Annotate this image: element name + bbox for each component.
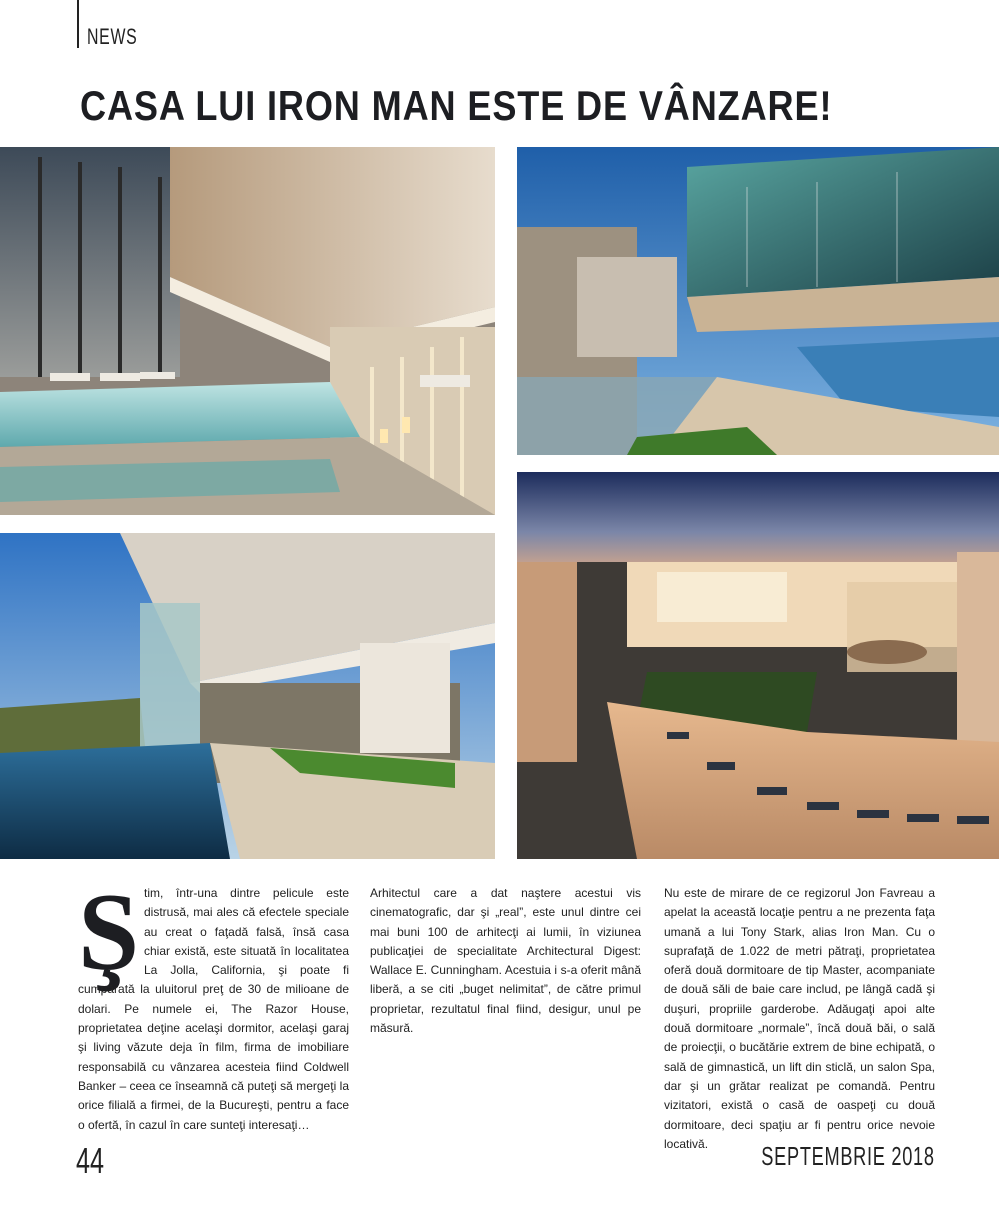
paragraph-1: tim, într-una dintre pelicule este distrusă, mai ales că efectele speciale au creat o faţadă falsă, însă casa chiar există, este situată în localitatea La Jolla, California, şi poate fi cumpărată la uluitorul preţ de 30 de milioane de dolari. Pe numele ei, The Razor House, proprietatea deţine acelaşi dormitor, acelaşi garaj şi living văzute deja în film, firma de imobiliare responsabilă cu vânzarea acesteia fiind Coldwell Banker – ceea ce înseamnă că puteţi să mergeţi la orice filială a firmei, de la Bucureşti, pentru a face o ofertă, în cazul în care sunteţi interesaţi… xyxy=(78,886,349,1132)
section-label: NEWS xyxy=(87,24,138,49)
paragraph-3: Nu este de mirare de ce regizorul Jon Favreau a apelat la această locaţie pentru a ne prezenta faţa umană a lui Tony Stark, alias Iron Man. Cu o suprafaţă de 1.022 de metri pătraţi, proprietatea oferă două dormitoare de tip Master, acompaniate de două săli de baie care includ, pe lângă cadă şi duşuri, propriile garderobe. Adăugaţi apoi alte două dormitoare „normale”, încă două băi, o sală de proiecţii, o bucătărie extrem de bine echipată, o sală de gimnastică, un lift din sticlă, un salon Spa, dar şi un grătar realizat pe comandă. Pentru vizitatori, există o casă de oaspeţi cu două dormitoare, deci spaţiu ar fi pentru orice nevoie locativă. xyxy=(664,886,935,1151)
article-column-2 xyxy=(370,884,641,1059)
article-column-3 xyxy=(664,884,935,1175)
issue-date: SEPTEMBRIE 2018 xyxy=(761,1141,935,1171)
section-rule xyxy=(77,0,79,48)
photo-courtyard-dusk xyxy=(517,472,999,859)
dropcap: Ş xyxy=(78,871,140,993)
photo-glass-facade xyxy=(517,147,999,455)
article-column-1 xyxy=(78,871,349,1156)
paragraph-2: Arhitectul care a dat naştere acestui vis cinematografic, dar şi „real”, este unul dintre cei mai buni 100 de arhitecţi ai lumii, în viziunea publicaţiei de specialitate Architectural Digest: Wallace E. Cunningham. Acestuia i s-a oferit mână liberă, a se citi „buget nelimitat”, de către primul proprietar, rezultatul final fiind, desigur, unul pe măsură. xyxy=(370,886,641,1036)
photo-terrace-pool xyxy=(0,533,495,859)
article-title: CASA LUI IRON MAN ESTE DE VÂNZARE! xyxy=(80,82,833,129)
page-number: 44 xyxy=(76,1140,105,1181)
photo-indoor-pool xyxy=(0,147,495,515)
